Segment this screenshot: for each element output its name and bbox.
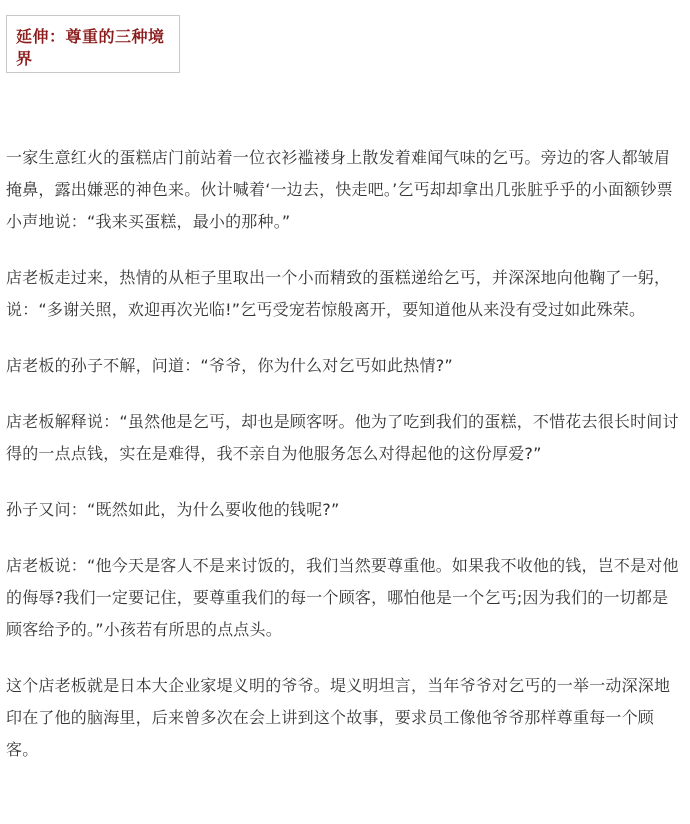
- section-title: 延伸：尊重的三种境界: [16, 27, 165, 68]
- article-body: [6, 142, 684, 790]
- paragraph: 孙子又问：“既然如此，为什么要收他的钱呢?”: [6, 500, 340, 519]
- paragraph: 店老板的孙子不解，问道：“爷爷，你为什么对乞丐如此热情?”: [6, 356, 453, 375]
- paragraph: 店老板说：“他今天是客人不是来讨饭的，我们当然要尊重他。如果我不收他的钱，岂不是对他的侮辱?我们一定要记住，要尊重我们的每一个顾客，哪怕他是一个乞丐;因为我们的一切都是顾客给予的。”小孩若有所思的点点头。: [6, 556, 679, 639]
- paragraph: 这个店老板就是日本大企业家堤义明的爷爷。堤义明坦言，当年爷爷对乞丐的一举一动深深地印在了他的脑海里，后来曾多次在会上讲到这个故事，要求员工像他爷爷那样尊重每一个顾客。: [6, 676, 671, 759]
- paragraph: 店老板解释说：“虽然他是乞丐，却也是顾客呀。他为了吃到我们的蛋糕，不惜花去很长时间讨得的一点点钱，实在是难得，我不亲自为他服务怎么对得起他的这份厚爱?”: [6, 412, 679, 463]
- paragraph: 一家生意红火的蛋糕店门前站着一位衣衫褴褛身上散发着难闻气味的乞丐。旁边的客人都皱眉掩鼻，露出嫌恶的神色来。伙计喊着‘一边去，快走吧。’乞丐却却拿出几张脏乎乎的小面额钞票小声地说：“我来买蛋糕，最小的那种。”: [6, 148, 673, 231]
- section-title-box: [6, 15, 180, 73]
- paragraph: 店老板走过来，热情的从柜子里取出一个小而精致的蛋糕递给乞丐，并深深地向他鞠了一躬，说：“多谢关照，欢迎再次光临!”乞丐受宠若惊般离开，要知道他从来没有受过如此殊荣。: [6, 268, 671, 319]
